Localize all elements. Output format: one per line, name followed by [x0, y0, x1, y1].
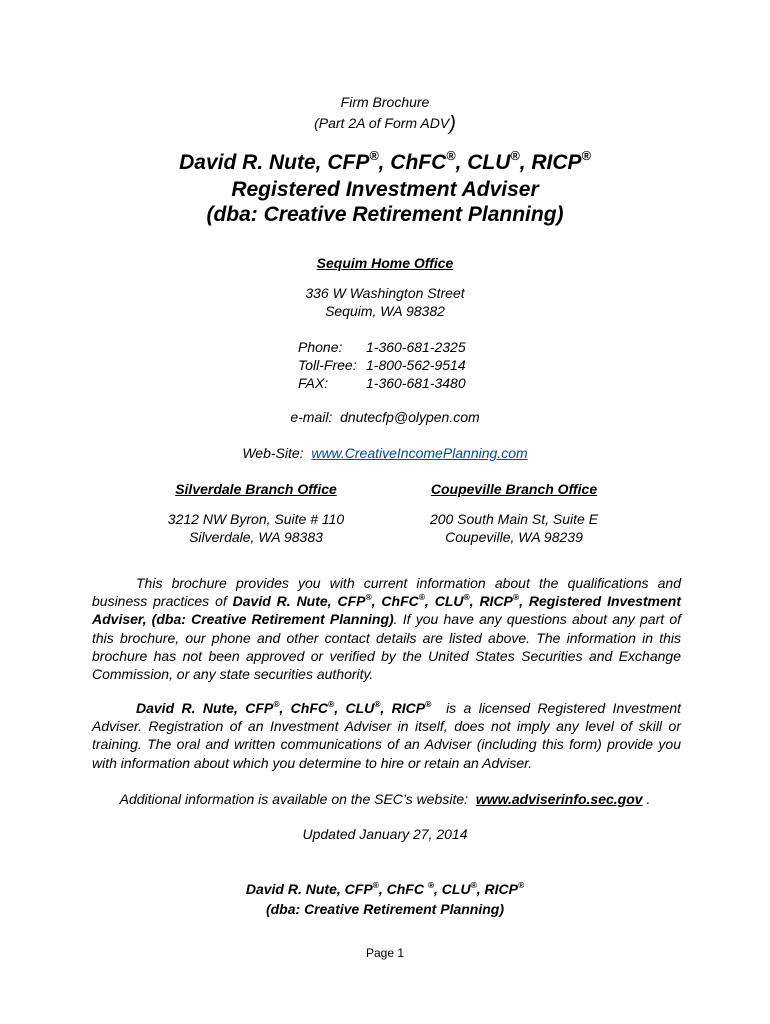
licensing-paragraph: David R. Nute, CFP®, ChFC®, CLU®, RICP® is a licensed Registered Investment Adviser. Registration of an Investment Adviser in itself, does not imply any level of skill or training. The oral and written communications of an Adviser (including this form) provide you with information about which you determine to hire or retain an Adviser.	[92, 698, 682, 771]
fax-value: 1-360-681-3480	[366, 375, 466, 391]
updated-date: Updated January 27, 2014	[302, 826, 468, 842]
branch-heading: Coupeville Branch Office	[430, 481, 598, 497]
footer-name: David R. Nute, CFP®, ChFC ®, CLU®, RICP®	[245, 879, 525, 897]
phone-value: 1-360-681-2325	[366, 339, 466, 355]
footer-dba: (dba: Creative Retirement Planning)	[265, 901, 505, 917]
home-office-heading: Sequim Home Office	[316, 255, 454, 271]
email-address[interactable]: dnutecfp@olypen.com	[340, 409, 480, 425]
branch-heading: Silverdale Branch Office	[175, 481, 337, 497]
website-line: Web-Site: www.CreativeIncomePlanning.com	[242, 445, 528, 461]
branch-street: 3212 NW Byron, Suite # 110	[167, 511, 345, 527]
fax-label: FAX:	[298, 375, 329, 391]
intro-paragraph: This brochure provides you with current information about the qualifications and business practices of David R. Nute, CFP®, ChFC®, CLU®, RICP®, Registered Investment Adviser, (dba: Creative Retirement Planning). If you have any questions about any part of this brochure, our phone and other contact details are listed above. The information in this brochure has not been approved or verified by the United States Securities and Exchange Commission, or any state securities authority.	[92, 575, 682, 683]
branch-coupeville	[396, 480, 632, 546]
branch-street: 200 South Main St, Suite E	[429, 511, 599, 527]
branch-silverdale	[138, 480, 374, 546]
home-office-city: Sequim, WA 98382	[325, 303, 445, 319]
phone-label: Phone:	[298, 339, 343, 355]
form-adv-label: (Part 2A of Form ADV)	[314, 113, 456, 135]
tollfree-label: Toll-Free:	[298, 357, 357, 373]
branch-city: Coupeville, WA 98239	[445, 529, 583, 545]
sec-website-link[interactable]: www.adviserinfo.sec.gov	[475, 791, 643, 807]
document-title: David R. Nute, CFP®, ChFC®, CLU®, RICP®	[179, 148, 591, 174]
email-line: e-mail: dnutecfp@olypen.com	[290, 409, 480, 425]
branch-city: Silverdale, WA 98383	[189, 529, 323, 545]
home-office-street: 336 W Washington Street	[305, 285, 465, 301]
website-link[interactable]: www.CreativeIncomePlanning.com	[311, 445, 528, 461]
additional-info-line: Additional information is available on the SEC’s website: www.adviserinfo.sec.gov .	[119, 791, 651, 807]
brochure-label: Firm Brochure	[340, 94, 430, 110]
page-number: Page 1	[365, 946, 405, 960]
title-dba: (dba: Creative Retirement Planning)	[206, 203, 564, 226]
title-subtitle: Registered Investment Adviser	[231, 178, 539, 201]
contact-numbers	[298, 338, 466, 392]
tollfree-value: 1-800-562-9514	[366, 357, 466, 373]
